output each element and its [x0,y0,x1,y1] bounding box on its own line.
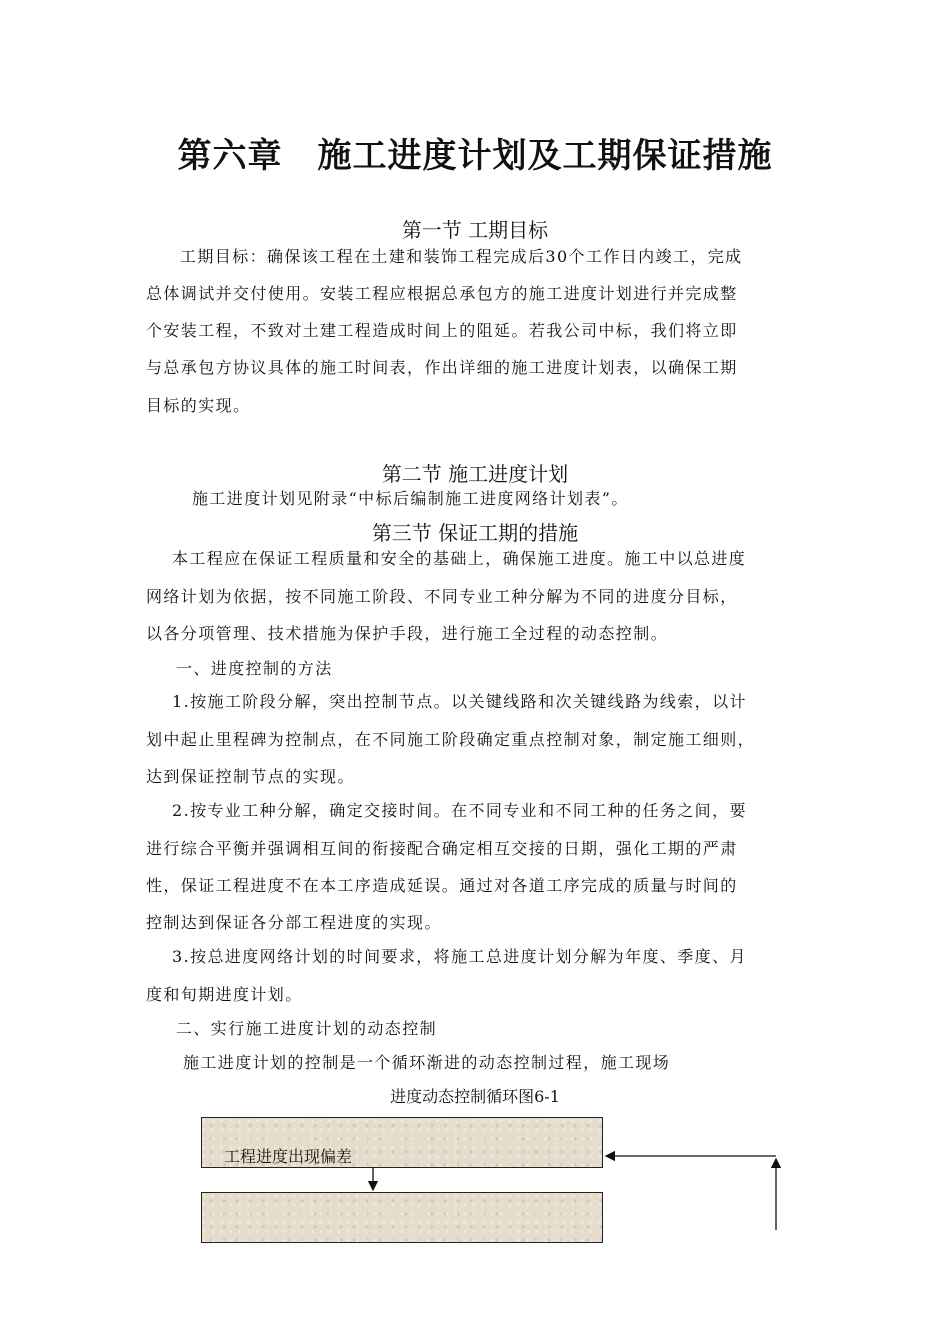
section-3-intro-1: 本工程应在保证工程质量和安全的基础上，确保施工进度。施工中以总进度 [172,549,747,568]
chapter-title: 第六章 施工进度计划及工期保证措施 [177,136,773,176]
section-3-title: 第三节 保证工期的措施 [371,521,579,545]
section-2-title: 第二节 施工进度计划 [381,462,569,486]
section-1-title: 第一节 工期目标 [401,218,549,242]
item-1-line-3: 达到保证控制节点的实现。 [146,767,355,786]
section-2-line: 施工进度计划见附录“中标后编制施工进度网络计划表”。 [192,489,629,508]
item-1-line-2: 划中起止里程碑为控制点，在不同施工阶段确定重点控制对象，制定施工细则， [146,730,756,749]
item-3-line-1: 3.按总进度网络计划的时间要求，将施工总进度计划分解为年度、季度、月 [172,947,747,966]
section-1-line-1: 工期目标：确保该工程在土建和装饰工程完成后30个工作日内竣工，完成 [180,247,743,266]
item-2-line-4: 控制达到保证各分部工程进度的实现。 [146,913,442,932]
item-2-line-1: 2.按专业工种分解，确定交接时间。在不同专业和不同工种的任务之间，要 [172,801,747,820]
section-3-intro-2: 网络计划为依据，按不同施工阶段、不同专业工种分解为不同的进度分目标， [146,587,738,606]
heading-progress-control-methods: 一、进度控制的方法 [176,659,333,678]
item-2-line-2: 进行综合平衡并强调相互间的衔接配合确定相互交接的日期，强化工期的严肃 [146,839,738,858]
item-3-line-2: 度和旬期进度计划。 [146,985,303,1004]
section-1-line-2: 总体调试并交付使用。安装工程应根据总承包方的施工进度计划进行并完成整 [146,284,738,303]
item-2-line-3: 性，保证工程进度不在本工序造成延误。通过对各道工序完成的质量与时间的 [146,876,738,895]
section-3-intro-3: 以各分项管理、技术措施为保护手段，进行施工全过程的动态控制。 [146,624,669,643]
figure-caption: 进度动态控制循环图6-1 [390,1087,560,1106]
item-1-line-1: 1.按施工阶段分解，突出控制节点。以关键线路和次关键线路为线索，以计 [172,692,747,711]
section-1-line-3: 个安装工程，不致对土建工程造成时间上的阻延。若我公司中标，我们将立即 [146,321,738,340]
section-1-line-5: 目标的实现。 [146,396,251,415]
section-1-line-4: 与总承包方协议具体的施工时间表，作出详细的施工进度计划表，以确保工期 [146,358,738,377]
heading-dynamic-control: 二、实行施工进度计划的动态控制 [176,1019,438,1038]
flow-box-deviation-label: 工程进度出现偏差 [224,1147,353,1166]
section-3-last-line: 施工进度计划的控制是一个循环渐进的动态控制过程，施工现场 [183,1053,671,1072]
